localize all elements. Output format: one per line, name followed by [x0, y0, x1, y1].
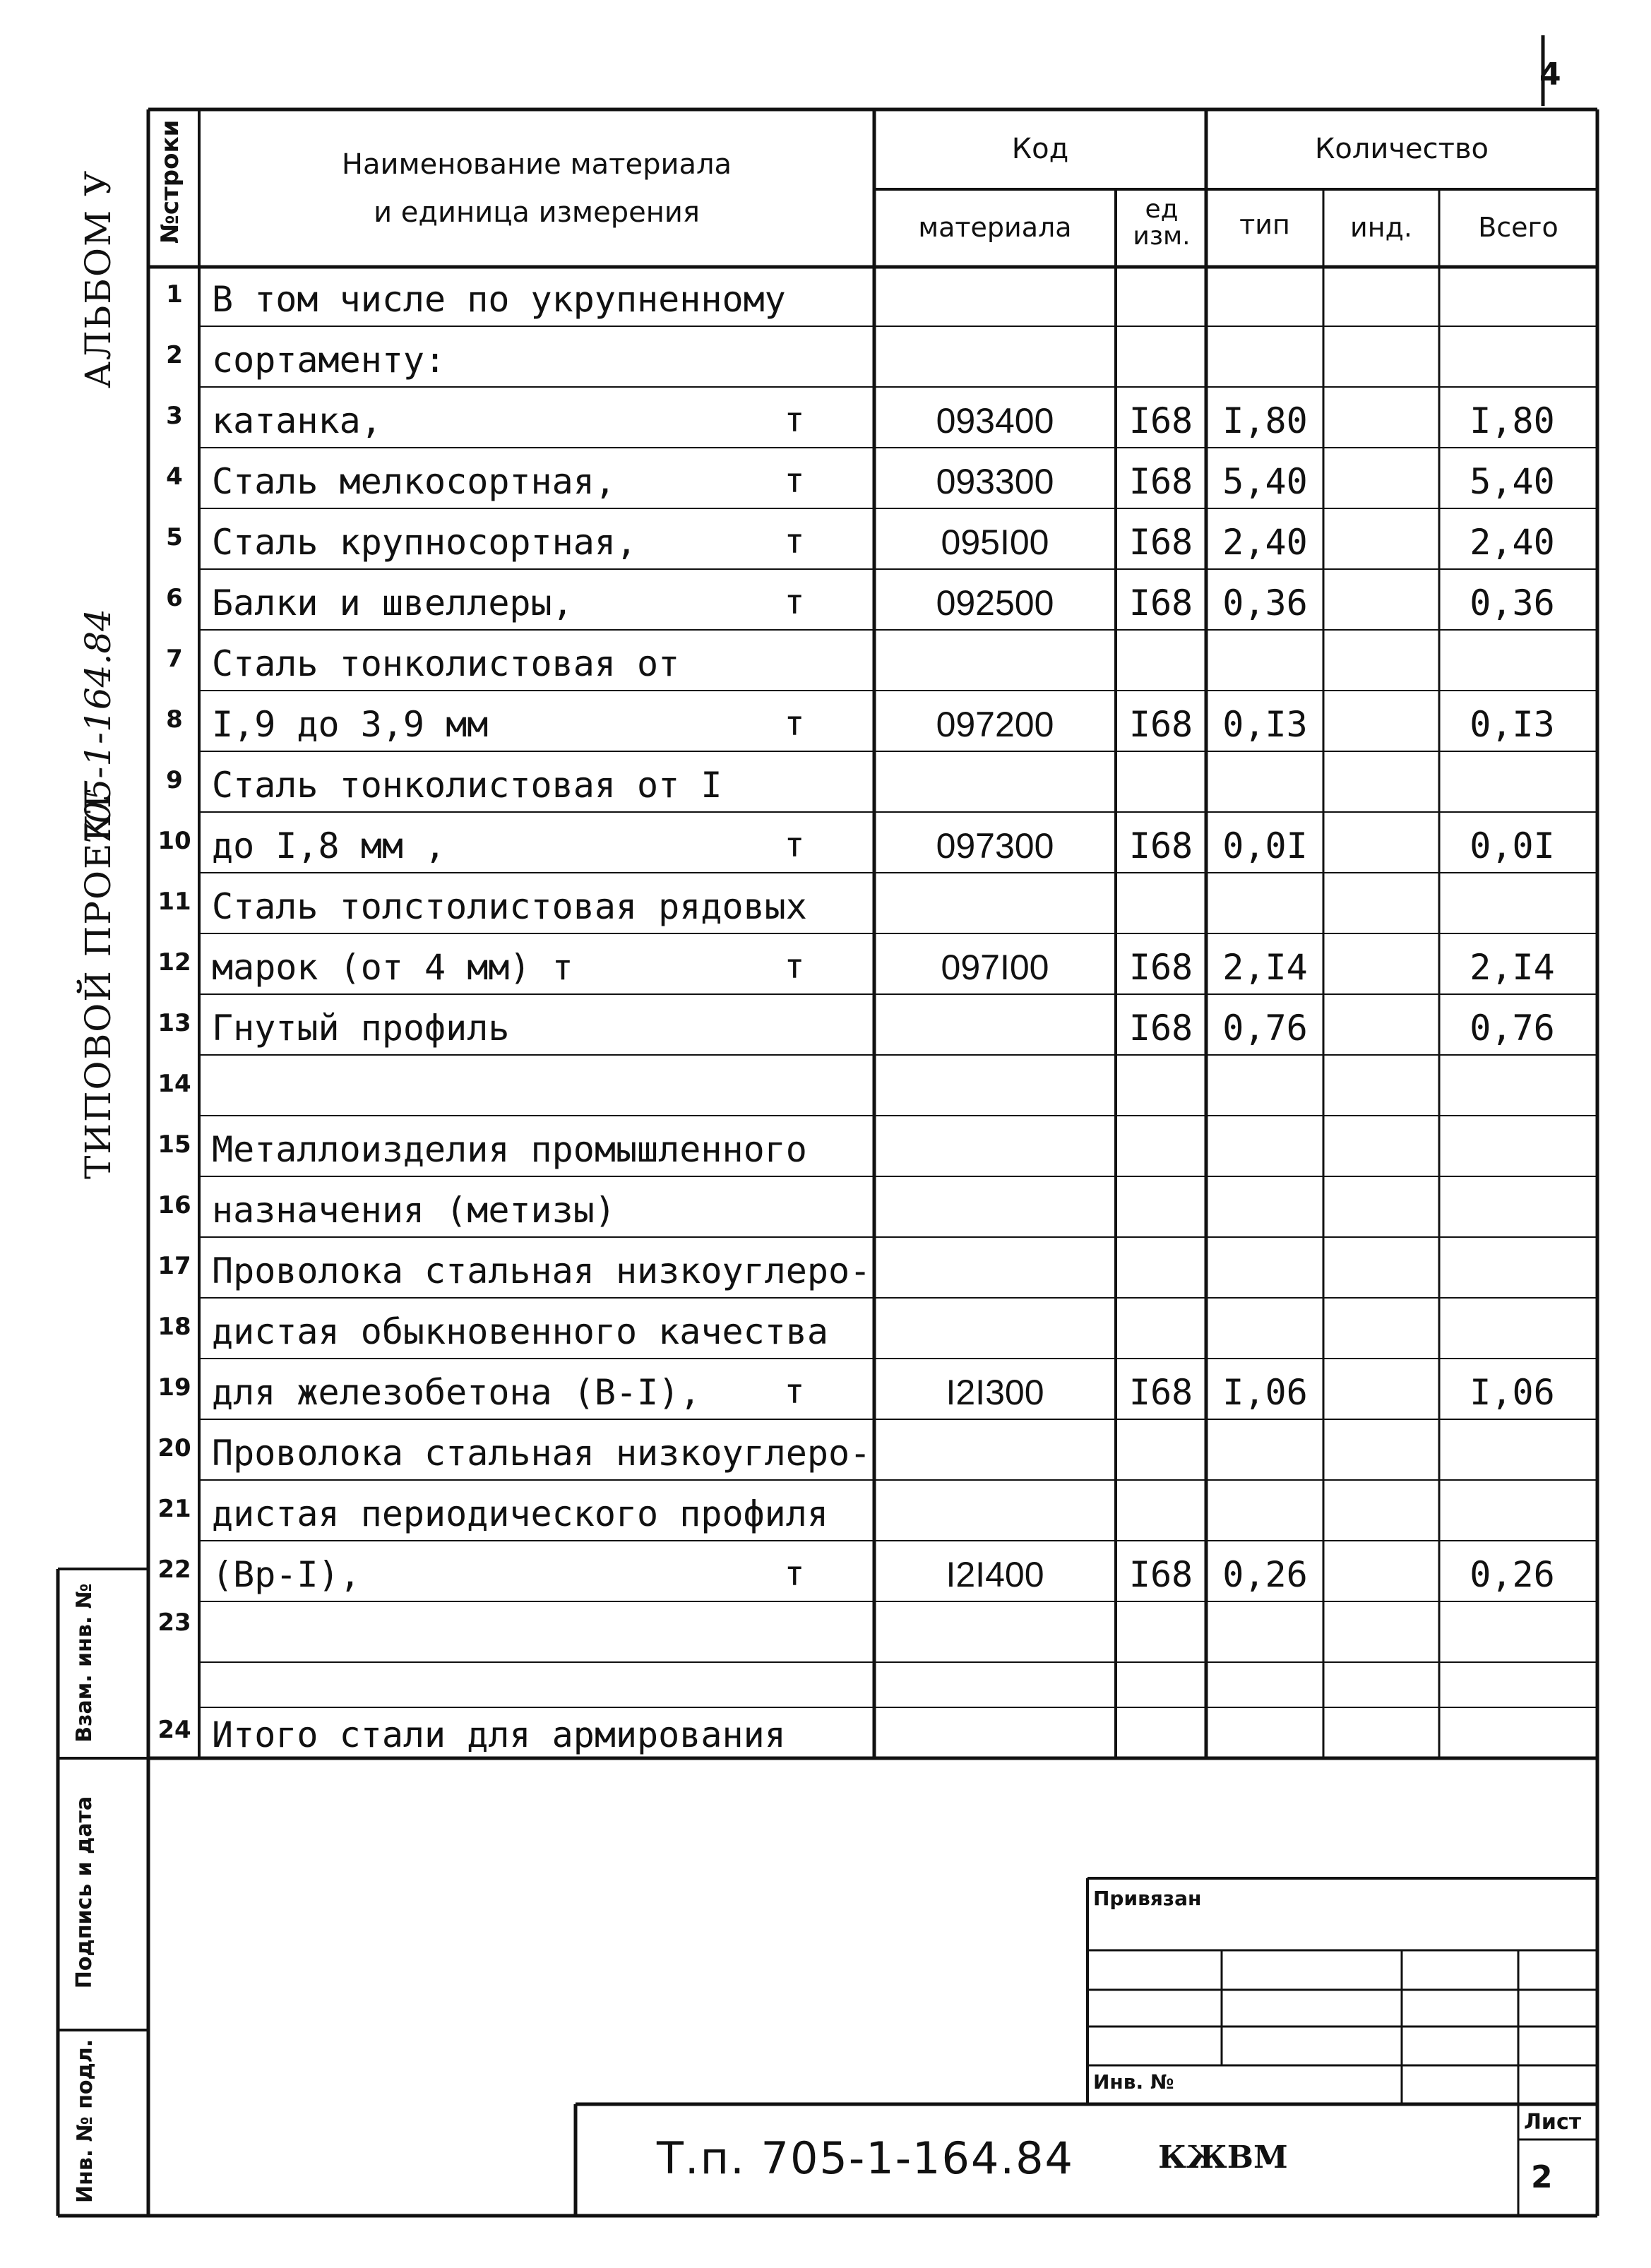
row-number: 2: [166, 340, 183, 369]
unit-code: I68: [1128, 1008, 1193, 1049]
header-qty-tip: тип: [1239, 209, 1290, 240]
material-code: I2I300: [946, 1373, 1044, 1412]
stamp-sheet-number: 2: [1531, 2159, 1553, 2195]
row-number: 1: [166, 280, 183, 309]
stamp-sheet-label: Лист: [1524, 2110, 1582, 2135]
unit-code: I68: [1128, 583, 1193, 623]
unit-of-measure: т: [784, 1554, 805, 1594]
unit-code: I68: [1128, 825, 1193, 866]
material-name: Металлоизделия промышленного: [212, 1129, 807, 1170]
spine-project-title: ТИПОВОЙ ПРОЕКТ: [78, 788, 119, 1179]
material-name: Сталь мелкосортная,: [212, 461, 616, 502]
material-name: для железобетона (В-I),: [212, 1372, 701, 1413]
qty-total: 0,I3: [1470, 704, 1555, 745]
unit-code: I68: [1128, 704, 1193, 745]
qty-tip: 0,36: [1222, 583, 1308, 623]
material-code: 093300: [936, 462, 1054, 501]
row-number: 17: [157, 1251, 191, 1280]
material-name: Сталь крупносортная,: [212, 522, 638, 563]
material-name: Итого стали для армирования: [212, 1714, 786, 1755]
material-name: Сталь тонколистовая от I: [212, 765, 722, 806]
stamp-privyazan: Привязан: [1093, 1887, 1202, 1910]
material-name: катанка,: [212, 400, 382, 441]
material-name: назначения (метизы): [212, 1190, 616, 1231]
header-row-number: №строки: [156, 119, 184, 244]
qty-total: 0,26: [1470, 1554, 1555, 1595]
unit-of-measure: т: [784, 704, 805, 744]
material-name: I,9 до 3,9 мм: [212, 704, 489, 745]
material-name: Проволока стальная низкоуглеро-: [212, 1251, 871, 1291]
header-name-line1: Наименование материала: [341, 148, 732, 181]
qty-total: 0,36: [1470, 583, 1555, 623]
qty-tip: 0,26: [1222, 1554, 1308, 1595]
material-name: Сталь тонколистовая от: [212, 643, 680, 684]
side-stamp-inv-podl: Инв. № подл.: [73, 2039, 97, 2203]
unit-code: I68: [1128, 1554, 1193, 1595]
material-name: до I,8 мм ,: [212, 825, 446, 866]
qty-total: 2,I4: [1470, 947, 1555, 988]
qty-total: 0,0I: [1470, 825, 1555, 866]
row-number: 14: [157, 1069, 191, 1098]
material-name: Проволока стальная низкоуглеро-: [212, 1433, 871, 1474]
row-number: 11: [157, 887, 191, 916]
header-qty-total: Всего: [1478, 212, 1558, 243]
qty-tip: I,06: [1222, 1372, 1308, 1413]
material-name: Сталь толстолистовая рядовых: [212, 886, 807, 927]
row-number: 21: [157, 1494, 191, 1523]
unit-of-measure: т: [784, 825, 805, 865]
unit-code: I68: [1128, 1372, 1193, 1413]
unit-of-measure: т: [784, 522, 805, 561]
row-number: 4: [166, 462, 183, 491]
album-label: АЛЬБОМ У: [78, 169, 119, 388]
material-code: I2I400: [946, 1555, 1044, 1594]
unit-of-measure: т: [784, 400, 805, 440]
row-number: 23: [157, 1608, 191, 1637]
qty-tip: 0,0I: [1222, 825, 1308, 866]
stamp-mark: КЖВМ: [1158, 2139, 1288, 2176]
qty-total: I,06: [1470, 1372, 1555, 1413]
side-stamp-podpis-data: Подпись и дата: [72, 1796, 97, 1989]
unit-code: I68: [1128, 461, 1193, 502]
unit-of-measure: т: [784, 1372, 805, 1411]
material-code: 093400: [936, 401, 1054, 441]
row-number: 22: [157, 1555, 191, 1584]
material-name: дистая периодического профиля: [212, 1493, 828, 1534]
row-number: 18: [157, 1312, 191, 1341]
header-name-line2: и единица измерения: [374, 196, 700, 229]
qty-total: 0,76: [1470, 1008, 1555, 1049]
row-number: 8: [166, 705, 183, 734]
stamp-inv-no: Инв. №: [1093, 2070, 1174, 2094]
unit-of-measure: т: [784, 461, 805, 501]
material-name: марок (от 4 мм) т: [212, 947, 573, 988]
row-number: 20: [157, 1433, 191, 1462]
unit-code: I68: [1128, 522, 1193, 563]
stamp-document-code: Т.п. 705-1-164.84: [657, 2132, 1075, 2184]
qty-tip: 2,40: [1222, 522, 1308, 563]
row-number: 7: [166, 644, 183, 673]
qty-tip: 0,76: [1222, 1008, 1308, 1049]
material-name: (Вр-I),: [212, 1554, 361, 1595]
row-number: 13: [157, 1008, 191, 1037]
unit-code: I68: [1128, 400, 1193, 441]
page-number: 4: [1539, 56, 1561, 92]
unit-of-measure: т: [784, 583, 805, 622]
header-code-material: материала: [918, 212, 1072, 243]
qty-tip: 5,40: [1222, 461, 1308, 502]
row-number: 16: [157, 1190, 191, 1219]
material-code: 097300: [936, 826, 1054, 866]
material-code: 097200: [936, 705, 1054, 744]
row-number: 12: [157, 948, 191, 977]
header-code-unit: ед изм.: [1133, 195, 1191, 251]
spine-project-code: 705-1-164.84: [78, 609, 119, 846]
material-code: 097I00: [941, 948, 1049, 987]
header-code-group: Код: [1011, 133, 1069, 165]
material-name: Гнутый профиль: [212, 1008, 510, 1049]
qty-total: 2,40: [1470, 522, 1555, 563]
material-code: 095I00: [941, 523, 1049, 562]
qty-tip: 2,I4: [1222, 947, 1308, 988]
material-name: В том числе по укрупненному: [212, 279, 786, 320]
qty-total: 5,40: [1470, 461, 1555, 502]
qty-total: I,80: [1470, 400, 1555, 441]
row-number: 15: [157, 1130, 191, 1159]
qty-tip: I,80: [1222, 400, 1308, 441]
material-name: Балки и швеллеры,: [212, 583, 573, 623]
row-number: 19: [157, 1373, 191, 1402]
row-number: 24: [157, 1715, 191, 1744]
row-number: 10: [157, 826, 191, 855]
row-number: 6: [166, 583, 183, 612]
row-number: 3: [166, 401, 183, 430]
qty-tip: 0,I3: [1222, 704, 1308, 745]
unit-code: I68: [1128, 947, 1193, 988]
side-stamp-vzam-inv: Взам. инв. №: [72, 1583, 97, 1743]
header-qty-group: Количество: [1314, 133, 1489, 165]
row-number: 5: [166, 523, 183, 551]
header-qty-ind: инд.: [1350, 212, 1412, 243]
row-number: 9: [166, 765, 183, 794]
material-name: дистая обыкновенного качества: [212, 1311, 828, 1352]
material-code: 092500: [936, 583, 1054, 623]
material-name: сортаменту:: [212, 340, 446, 381]
unit-of-measure: т: [784, 947, 805, 986]
